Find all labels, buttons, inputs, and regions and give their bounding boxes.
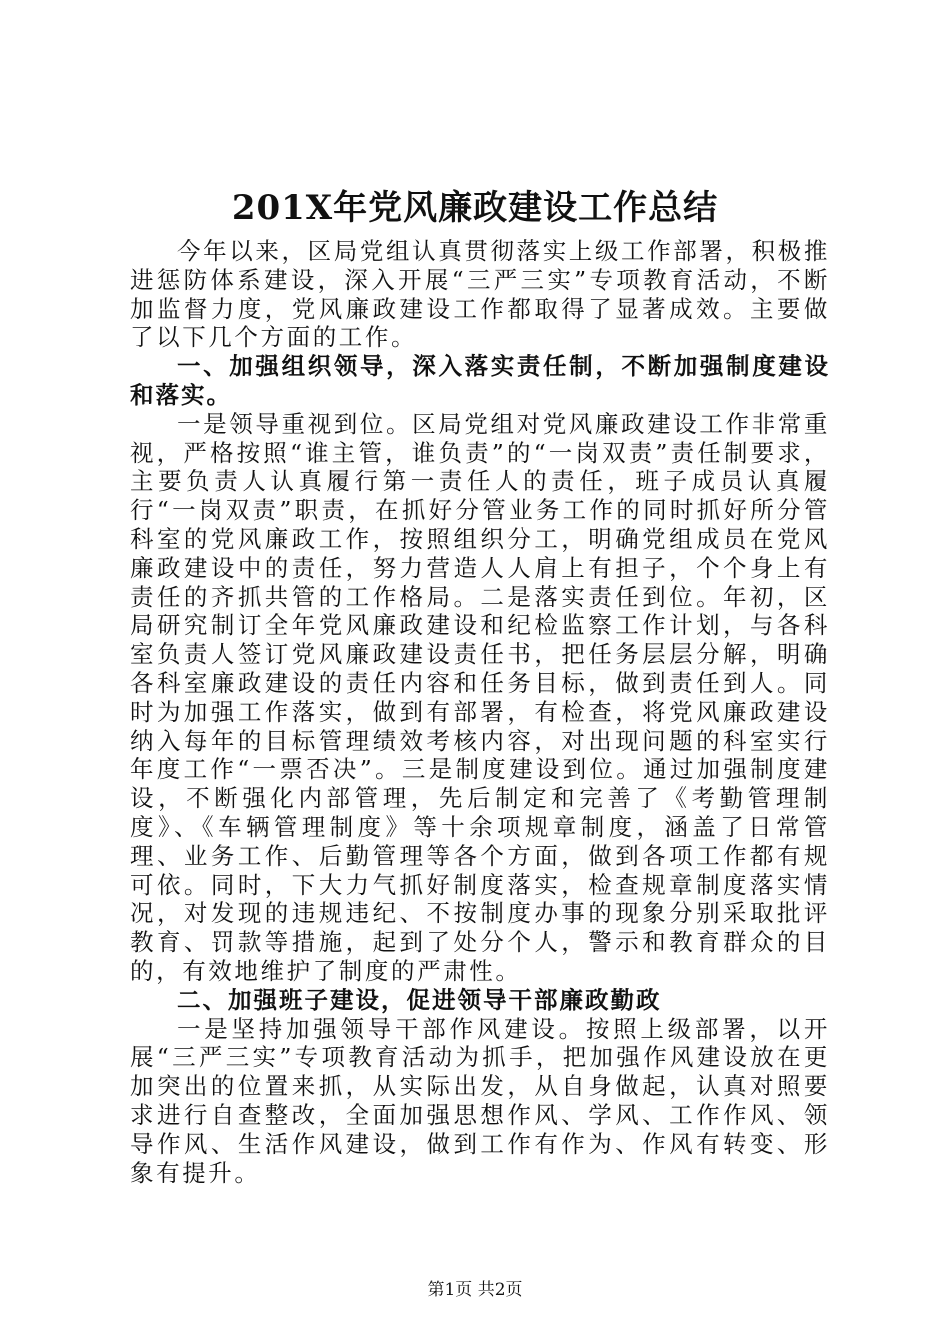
intro-paragraph: 今年以来，区局党组认真贯彻落实上级工作部署，积极推进惩防体系建设，深入开展“三严三实”专项教育活动，不断加监督力度，党风廉政建设工作都取得了显著成效。主要做了以下几个方面的工作。 [130,237,830,352]
document-title: 201X年党风廉政建设工作总结 [231,188,719,228]
page-number-footer: 第1页 共2页 [427,1280,523,1300]
section-1-paragraph: 一是领导重视到位。区局党组对党风廉政建设工作非常重视，严格按照“谁主管，谁负责”的“一岗双责”责任制要求，主要负责人认真履行第一责任人的责任，班子成员认真履行“一岗双责”职责，在抓好分管业务工作的同时抓好所分管科室的党风廉政工作，按照组织分工，明确党组成员在党风廉政建设中的责任，努力营造人人肩上有担子，个个身上有责任的齐抓共管的工作格局。二是落实责任到位。年初，区局研究制订全年党风廉政建设和纪检监察工作计划，与各科室负责人签订党风廉政建设责任书，把任务层层分解，明确各科室廉政建设的责任内容和任务目标，做到责任到人。同时为加强工作落实，做到有部署，有检查，将党风廉政建设纳入每年的目标管理绩效考核内容，对出现问题的科室实行年度工作“一票否决”。三是制度建设到位。通过加强制度建设，不断强化内部管理，先后制定和完善了《考勤管理制度》、《车辆管理制度》等十余项规章制度，涵盖了日常管理、业务工作、后勤管理等各个方面，做到各项工作都有规可依。同时，下大力气抓好制度落实，检查规章制度落实情况，对发现的违规违纪、不按制度办事的现象分别采取批评教育、罚款等措施，起到了处分个人，警示和教育群众的目的，有效地维护了制度的严肃性。 [130,409,830,985]
section-2-paragraph: 一是坚持加强领导干部作风建设。按照上级部署，以开展“三严三实”专项教育活动为抓手，把加强作风建设放在更加突出的位置来抓，从实际出发，从自身做起，认真对照要求进行自查整改，全面加强思想作风、学风、工作作风、领导作风、生活作风建设，做到工作有作为、作风有转变、形象有提升。 [130,1014,830,1187]
section-heading-2: 二、加强班子建设，促进领导干部廉政勤政 [177,985,662,1014]
document-body [130,237,830,1187]
section-heading-1: 一、加强组织领导，深入落实责任制，不断加强制度建设和落实。 [130,352,830,409]
